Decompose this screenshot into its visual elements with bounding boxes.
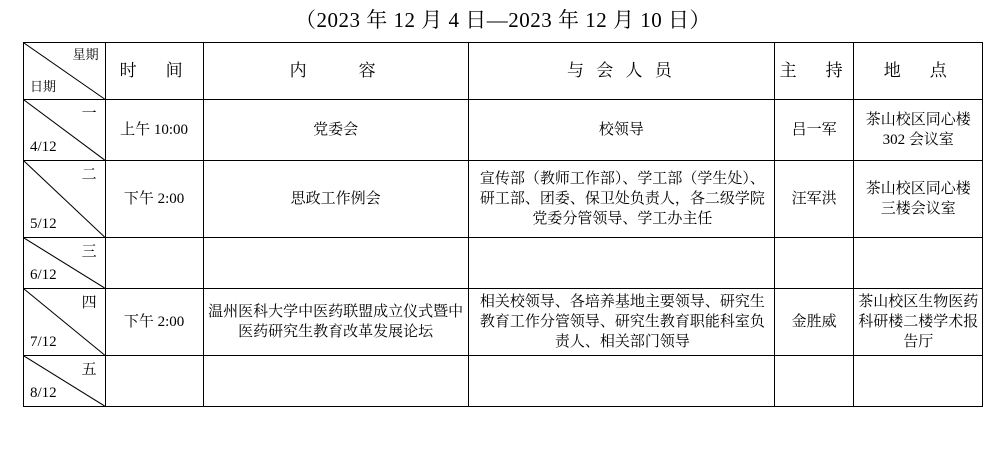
- table-row: [24, 100, 983, 161]
- header-people-label: 与 会 人 员: [566, 60, 676, 80]
- date-label: 7/12: [30, 333, 57, 350]
- header-content-label: 内 容: [289, 60, 382, 80]
- date-cell: [24, 161, 106, 238]
- time-cell: 下午 2:00: [105, 289, 203, 356]
- header-host-label: 主 持: [779, 60, 849, 80]
- host-cell: 金胜威: [774, 289, 854, 356]
- table-row: [24, 238, 983, 289]
- date-cell: [24, 238, 106, 289]
- table-body: [24, 100, 983, 407]
- content-cell: 党委会: [203, 100, 468, 161]
- place-cell: 茶山校区同心楼 302 会议室: [854, 100, 983, 161]
- header-date-label: 日期: [30, 79, 57, 95]
- page-title: （2023 年 12 月 4 日—2023 年 12 月 10 日）: [295, 8, 711, 32]
- weekly-schedule-table: [23, 42, 983, 407]
- time-cell: [105, 356, 203, 407]
- weekday-label: 三: [81, 244, 97, 260]
- people-cell: 宣传部（教师工作部）、学工部（学生处）、研工部、团委、保卫处负责人，各二级学院党委分管领导、学工办主任: [468, 161, 774, 238]
- date-cell: [24, 289, 106, 356]
- time-cell: 上午 10:00: [105, 100, 203, 161]
- place-cell: 茶山校区生物医药科研楼二楼学术报告厅: [854, 289, 983, 356]
- place-cell: [854, 356, 983, 407]
- date-cell: [24, 100, 106, 161]
- header-place-label: 地 点: [883, 60, 953, 80]
- header-corner-cell: [24, 43, 106, 100]
- table-row: [24, 356, 983, 407]
- date-cell: [24, 356, 106, 407]
- weekday-label: 五: [81, 362, 97, 378]
- host-cell: 吕一军: [774, 100, 854, 161]
- content-cell: 思政工作例会: [203, 161, 468, 238]
- people-cell: 校领导: [468, 100, 774, 161]
- header-weekday-label: 星期: [72, 47, 99, 62]
- place-cell: 茶山校区同心楼 三楼会议室: [854, 161, 983, 238]
- people-cell: [468, 238, 774, 289]
- date-label: 4/12: [30, 138, 57, 155]
- header-time: [105, 43, 203, 100]
- table-row: [24, 289, 983, 356]
- weekday-label: 二: [81, 167, 97, 183]
- table-row: [24, 161, 983, 238]
- content-cell: [203, 238, 468, 289]
- date-label: 6/12: [30, 266, 57, 283]
- date-label: 8/12: [30, 384, 57, 401]
- header-content: [203, 43, 468, 100]
- host-cell: 汪军洪: [774, 161, 854, 238]
- host-cell: [774, 238, 854, 289]
- header-time-label: 时 间: [119, 60, 189, 80]
- weekday-label: 四: [81, 295, 97, 311]
- people-cell: [468, 356, 774, 407]
- header-host: [774, 43, 854, 100]
- date-label: 5/12: [30, 215, 57, 232]
- header-place: [854, 43, 983, 100]
- time-cell: 下午 2:00: [105, 161, 203, 238]
- host-cell: [774, 356, 854, 407]
- header-people: [468, 43, 774, 100]
- weekday-label: 一: [81, 106, 97, 122]
- content-cell: [203, 356, 468, 407]
- table-header-row: [24, 43, 983, 100]
- place-cell: [854, 238, 983, 289]
- time-cell: [105, 238, 203, 289]
- content-cell: 温州医科大学中医药联盟成立仪式暨中医药研究生教育改革发展论坛: [203, 289, 468, 356]
- people-cell: 相关校领导、各培养基地主要领导、研究生教育工作分管领导、研究生教育职能科室负责人、相关部门领导: [468, 289, 774, 356]
